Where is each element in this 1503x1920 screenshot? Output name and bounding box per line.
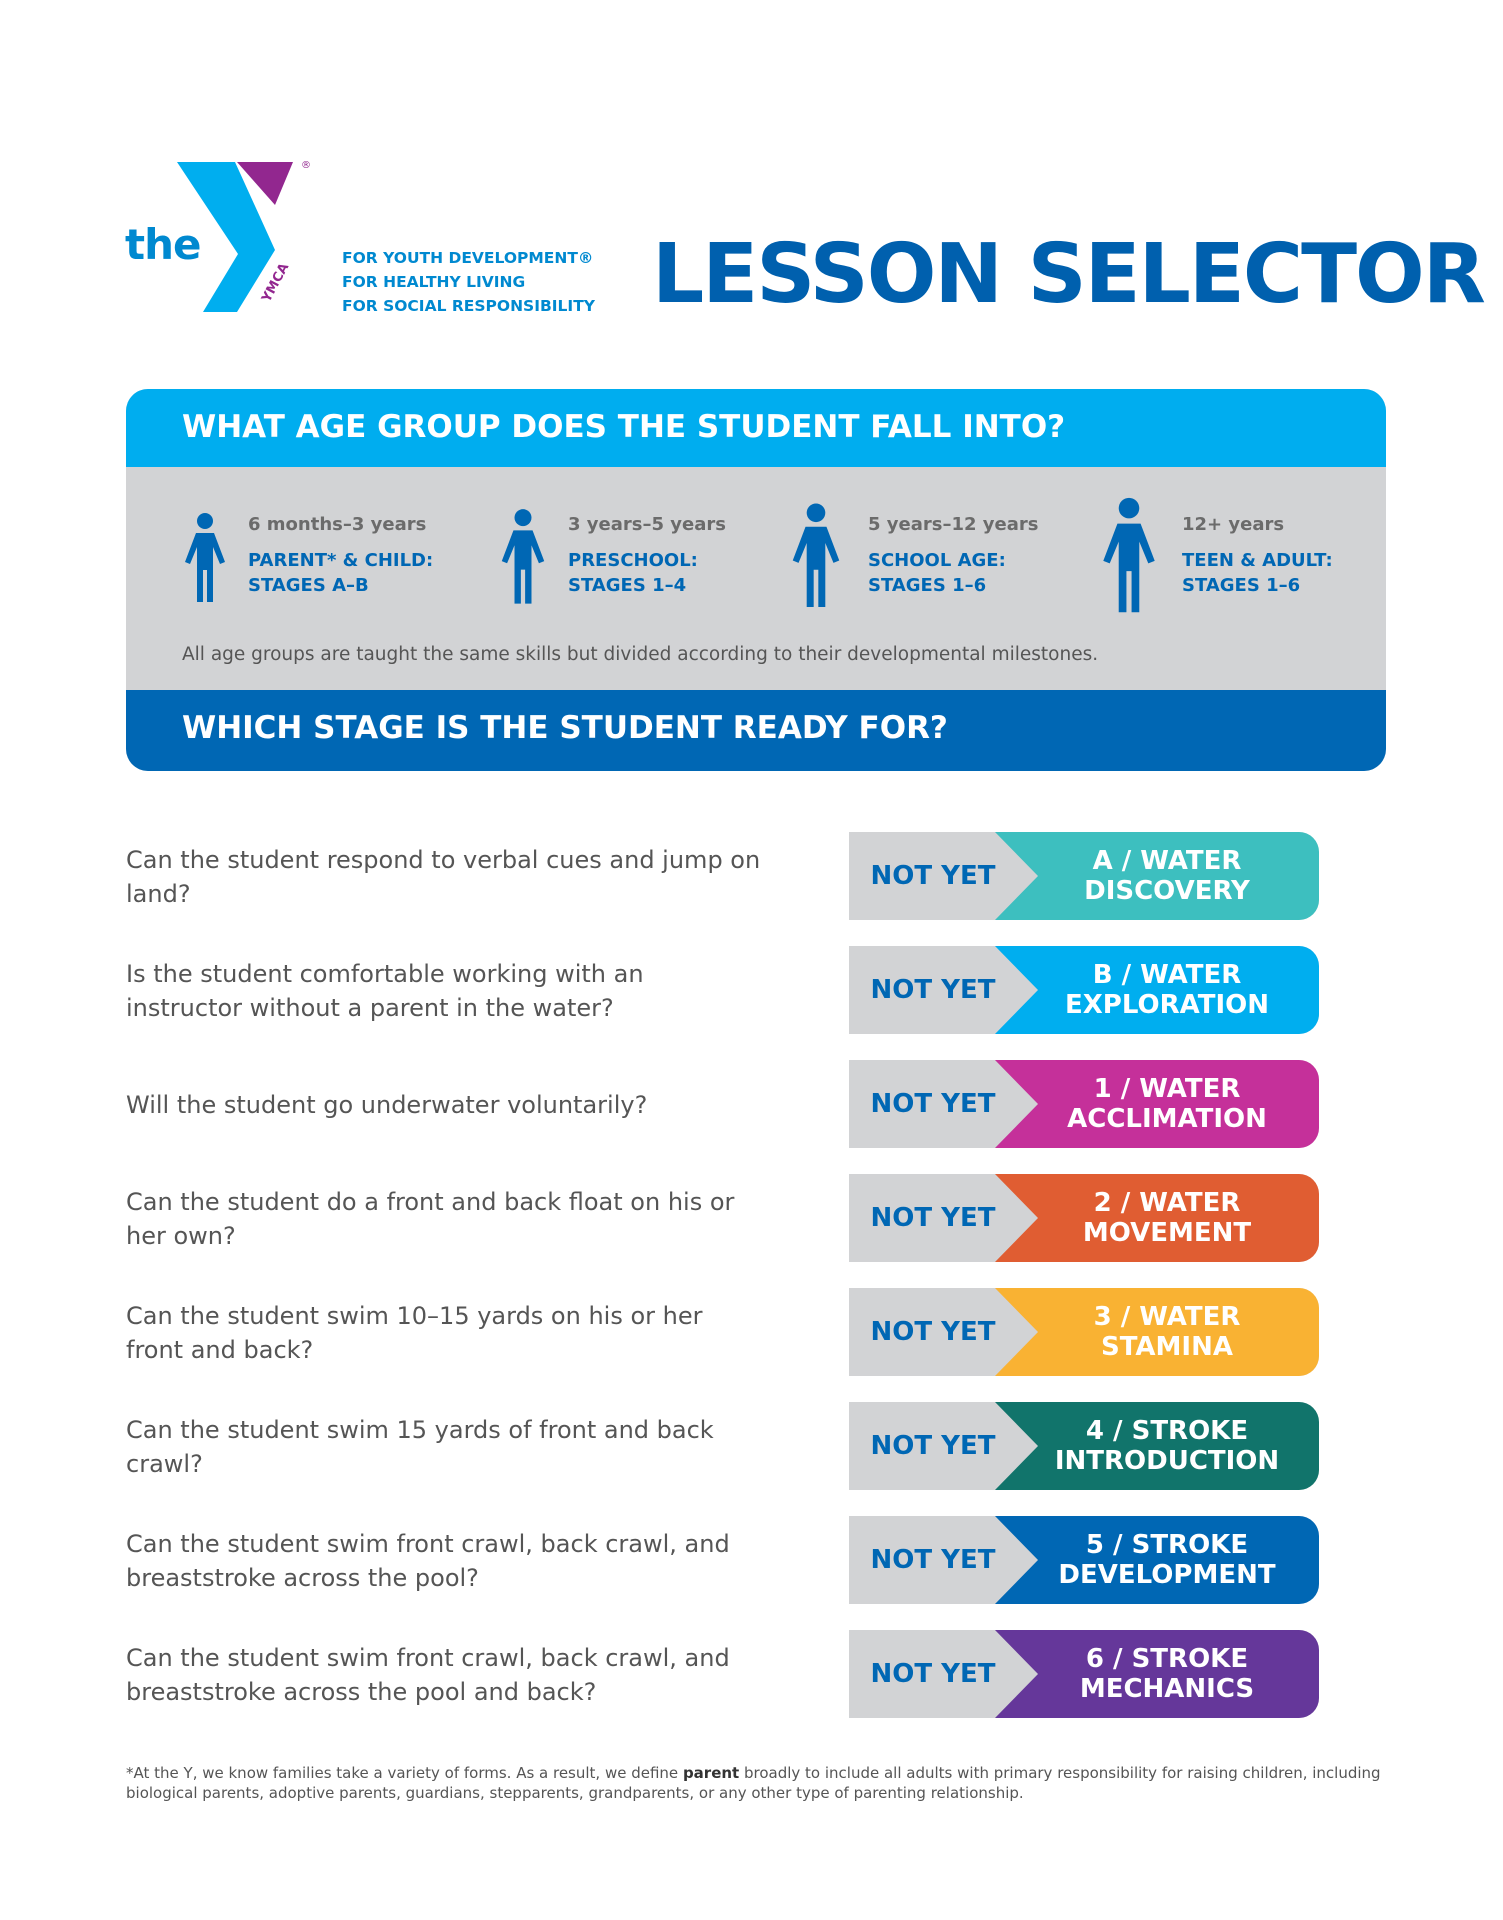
stage-button[interactable] (1025, 946, 1309, 1034)
stage-row-1 (0, 1060, 1503, 1150)
stage-title: DISCOVERY (1084, 876, 1250, 906)
stage-title: STAMINA (1100, 1332, 1233, 1362)
age-range: 12+ years (1182, 514, 1285, 535)
stage-question: Is the student comfortable working with an instructor without a parent in the water? (126, 960, 644, 1022)
stage-question: Can the student respond to verbal cues and jump on land? (126, 846, 761, 908)
stage-title: MECHANICS (1079, 1674, 1255, 1704)
stage-row-a (0, 832, 1503, 922)
stage-button[interactable] (1025, 1402, 1309, 1490)
stage-selector-pill (849, 832, 1319, 920)
not-yet-button[interactable]: NOT YET (870, 975, 996, 1005)
age-group-stages: STAGES 1–6 (868, 575, 987, 596)
stage-number: 5 / STROKE (1085, 1530, 1249, 1560)
stage-title: EXPLORATION (1064, 990, 1269, 1020)
logo-ymca-text: YMCA (259, 260, 293, 305)
age-group-label-line: TEEN & ADULT: (1182, 550, 1333, 571)
age-group-header (126, 389, 1386, 467)
not-yet-button[interactable]: NOT YET (870, 1659, 996, 1689)
not-yet-button[interactable]: NOT YET (870, 1431, 996, 1461)
age-group-panel (126, 389, 1386, 771)
age-group-heading: WHAT AGE GROUP DOES THE STUDENT FALL INTO? (182, 409, 1066, 445)
person-icon (182, 510, 228, 608)
stage-button[interactable] (1025, 832, 1309, 920)
not-yet-button[interactable]: NOT YET (870, 1545, 996, 1575)
stage-row-5 (0, 1516, 1503, 1606)
svg-text:®: ® (301, 160, 311, 171)
stage-selector-pill (849, 1288, 1319, 1376)
footnote (126, 1763, 1386, 1803)
age-group-label-line: SCHOOL AGE: (868, 550, 1006, 571)
tagline-line: FOR YOUTH DEVELOPMENT® (342, 249, 594, 267)
age-group-stages: STAGES A–B (248, 575, 369, 596)
tagline-line: FOR HEALTHY LIVING (342, 273, 526, 291)
age-group-stages: STAGES 1–6 (1182, 575, 1301, 596)
footnote-bold-term: parent (682, 1764, 740, 1782)
age-group-note: All age groups are taught the same skills but divided according to their developmental milestones. (182, 644, 1099, 665)
age-group-label (568, 548, 698, 598)
stage-question: Will the student go underwater voluntarily? (126, 1091, 648, 1119)
stage-selector-pill (849, 1402, 1319, 1490)
age-group-label (868, 548, 1006, 598)
person-icon (498, 506, 548, 610)
not-yet-button[interactable]: NOT YET (870, 1089, 996, 1119)
stage-row-3 (0, 1288, 1503, 1378)
stage-number: 1 / WATER (1093, 1074, 1241, 1104)
stage-question: Can the student do a front and back float on his or her own? (126, 1188, 735, 1250)
stage-question: Can the student swim 15 yards of front and back crawl? (126, 1416, 714, 1478)
stage-row-6 (0, 1630, 1503, 1720)
not-yet-button[interactable]: NOT YET (870, 1203, 996, 1233)
footnote-text-rest: broadly to include all adults with primary responsibility for raising children, including biological parents, adoptive parents, guardians, stepparents, grandparents, or any other type of parenting relationship. (126, 1764, 1381, 1802)
page-title: LESSON SELECTOR (652, 227, 1484, 322)
stage-button[interactable] (1025, 1288, 1309, 1376)
age-range: 6 months–3 years (248, 514, 427, 535)
not-yet-button[interactable]: NOT YET (870, 861, 996, 891)
stage-title: INTRODUCTION (1054, 1446, 1280, 1476)
stage-question: Can the student swim 10–15 yards on his or her front and back? (126, 1302, 703, 1364)
stage-number: 3 / WATER (1093, 1302, 1241, 1332)
stage-title: ACCLIMATION (1067, 1104, 1267, 1134)
stage-button[interactable] (1025, 1516, 1309, 1604)
stage-number: 2 / WATER (1093, 1188, 1241, 1218)
stage-selector-pill (849, 1630, 1319, 1718)
tagline (342, 246, 595, 318)
logo-the-text: the (125, 220, 201, 269)
stage-title: MOVEMENT (1082, 1218, 1252, 1248)
age-group-label-line: PARENT* & CHILD: (248, 550, 434, 571)
stage-button[interactable] (1025, 1630, 1309, 1718)
ymca-y-logo-icon (175, 150, 335, 315)
person-icon (788, 500, 844, 614)
age-range: 5 years–12 years (868, 514, 1039, 535)
stage-header (126, 690, 1386, 771)
stage-question: Can the student swim front crawl, back crawl, and breaststroke across the pool and back? (126, 1644, 730, 1706)
stage-heading: WHICH STAGE IS THE STUDENT READY FOR? (182, 710, 948, 746)
stage-selector-pill (849, 1516, 1319, 1604)
stage-title: DEVELOPMENT (1058, 1560, 1276, 1590)
stage-selector-pill (849, 1060, 1319, 1148)
tagline-line: FOR SOCIAL RESPONSIBILITY (342, 297, 595, 315)
stage-number: B / WATER (1092, 960, 1242, 990)
stage-question: Can the student swim front crawl, back crawl, and breaststroke across the pool? (126, 1530, 730, 1592)
stage-row-2 (0, 1174, 1503, 1264)
stage-selector-pill (849, 946, 1319, 1034)
stage-number: A / WATER (1092, 846, 1242, 876)
footnote-text: *At the Y, we know families take a variety of forms. As a result, we define (126, 1764, 683, 1782)
stage-selector-pill (849, 1174, 1319, 1262)
age-group-label-line: PRESCHOOL: (568, 550, 698, 571)
age-group-label (1182, 548, 1333, 598)
stage-row-4 (0, 1402, 1503, 1492)
stage-number: 4 / STROKE (1085, 1416, 1249, 1446)
age-range: 3 years–5 years (568, 514, 726, 535)
age-group-stages: STAGES 1–4 (568, 575, 687, 596)
stage-number: 6 / STROKE (1085, 1644, 1249, 1674)
person-icon (1098, 494, 1160, 620)
ymca-logo (120, 150, 335, 320)
stage-button[interactable] (1025, 1060, 1309, 1148)
age-group-label (248, 548, 433, 598)
stage-button[interactable] (1025, 1174, 1309, 1262)
stage-row-b (0, 946, 1503, 1036)
not-yet-button[interactable]: NOT YET (870, 1317, 996, 1347)
